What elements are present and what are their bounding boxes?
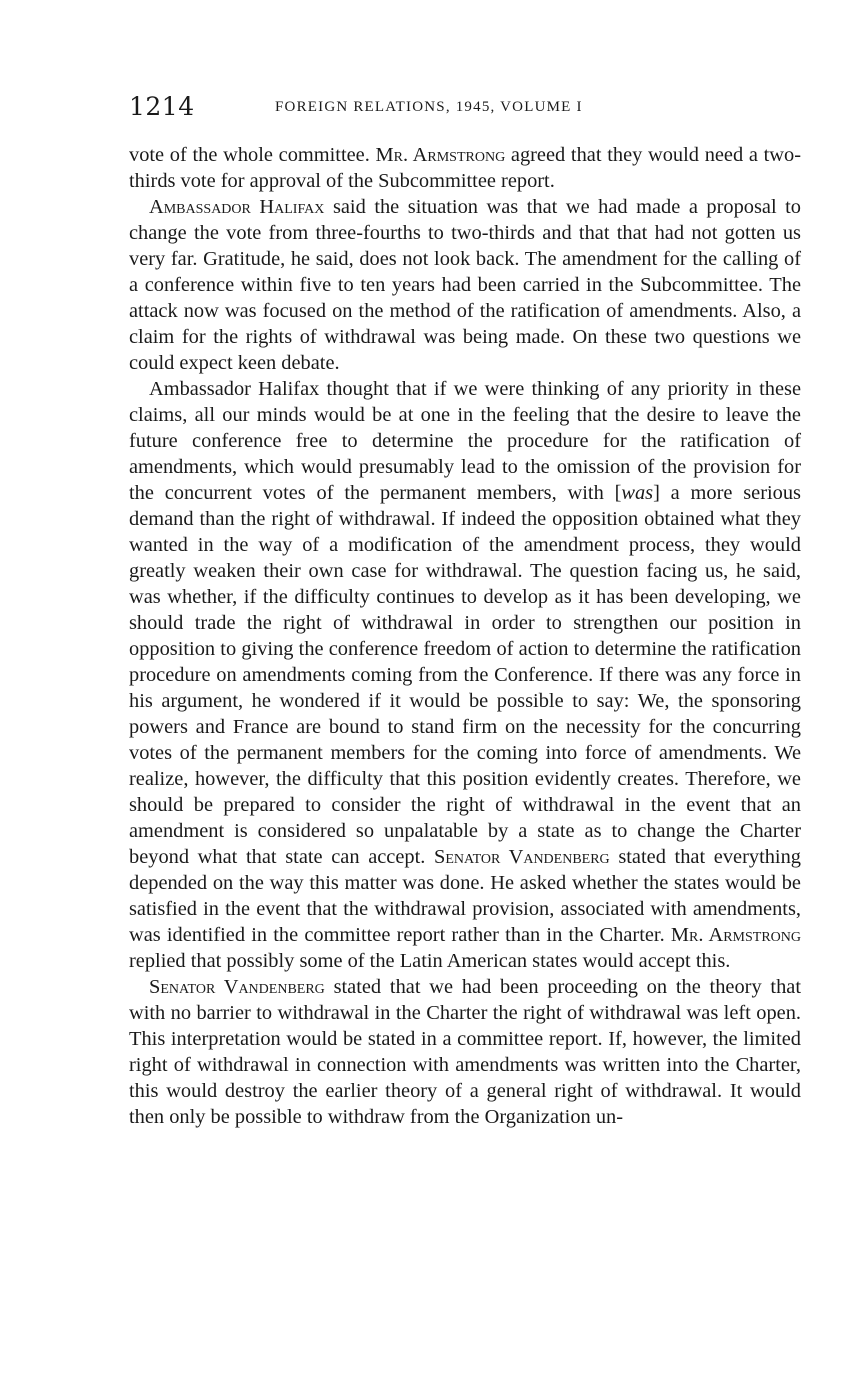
speaker-name: Ambassador Halifax	[149, 196, 325, 218]
paragraph-text: stated that we had been proceeding on the theory that with no barrier to withdrawal in the Charter the right of withdrawal was left open. This interpretation would be stated in a committee report. If, however, the limited right of withdrawal in connection with amendments was written into the Charter, this would destroy the earlier theory of a general right of withdrawal. It would then only be possible to withdraw from the Organization un-	[129, 976, 802, 1128]
page-header	[129, 92, 801, 126]
speaker-name: Mr. Armstrong	[375, 144, 506, 166]
paragraph-4	[129, 974, 801, 1130]
speaker-name: Mr. Armstrong	[670, 924, 801, 946]
paragraph-2	[129, 194, 801, 376]
body-text	[129, 142, 801, 1130]
paragraph-1	[129, 142, 801, 194]
document-page	[129, 92, 801, 1130]
editorial-insertion: was	[621, 482, 654, 504]
page-number: 1214	[129, 92, 195, 121]
paragraph-text: said the situation was that we had made a proposal to change the vote from three-fourths to two-thirds and that that had not gotten us very far. Gratitude, he said, does not look back. The amendment for the calling of a conference within five to ten years had been carried in the Subcommittee. The attack now was focused on the method of the ratification of amendments. Also, a claim for the rights of withdrawal was being made. On these two questions we could expect keen debate.	[129, 196, 802, 374]
speaker-name: Senator Vandenberg	[434, 846, 610, 868]
paragraph-text: ] a more serious demand than the right of withdrawal. If indeed the opposition obtained what they wanted in the way of a modification of the amendment process, they would greatly weaken their own case for withdrawal. The question facing us, he said, was whether, if the difficulty continues to develop as it has been developing, we should trade the right of withdrawal in order to strengthen our position in opposition to giving the conference freedom of action to determine the ratification procedure on amendments coming from the Conference. If there was any force in his argument, he wondered if it would be possible to say: We, the sponsoring powers and France are bound to stand firm on the necessity for the concurring votes of the permanent members for the coming into force of amendments. We realize, however, the difficulty that this position evidently creates. Therefore, we should be prepared to consider the right of withdrawal in the event that an amendment is considered so unpalatable by a state as to change the Charter beyond what that state can accept.	[129, 482, 801, 868]
paragraph-text: stated that everything depended on the way this matter was done. He asked whether the states would be satisfied in the event that the withdrawal provision, associated with amendments, was identified in the committee report rather than in the Charter.	[129, 846, 801, 946]
running-head: FOREIGN RELATIONS, 1945, VOLUME I	[275, 99, 583, 115]
paragraph-text: replied that possibly some of the Latin American states would accept this.	[129, 950, 731, 972]
paragraph-text: vote of the whole committee.	[129, 144, 376, 166]
paragraph-text: agreed that they would need a two-thirds vote for approval of the Subcommittee report.	[129, 144, 802, 192]
speaker-name: Senator Vandenberg	[149, 976, 325, 998]
paragraph-3	[129, 376, 801, 974]
paragraph-text: Ambassador Halifax thought that if we were thinking of any priority in these claims, all our minds would be at one in the feeling that the desire to leave the future conference free to determine the procedure for the ratification of amendments, which would presumably lead to the omission of the provision for the concurrent votes of the permanent members, with [	[129, 378, 801, 504]
